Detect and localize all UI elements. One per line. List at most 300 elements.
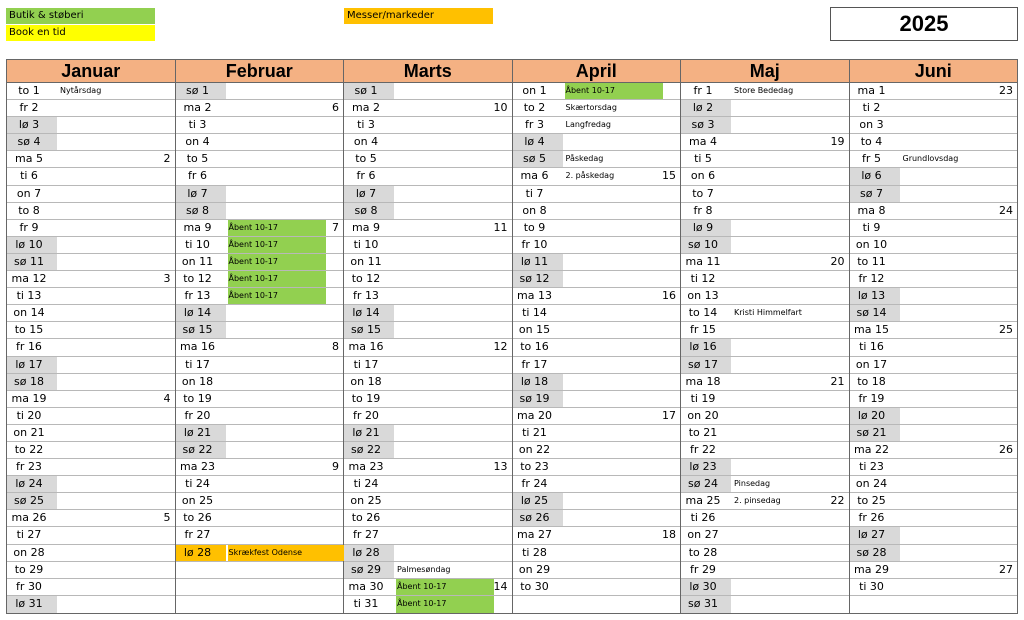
day-label: fr 24 <box>521 477 548 491</box>
week-number: 17 <box>662 408 676 422</box>
day-label: ma 30 <box>348 579 384 593</box>
month-header: Marts <box>344 60 512 83</box>
day-row <box>850 391 1018 408</box>
week-number: 10 <box>493 101 508 115</box>
day-label: sø 18 <box>14 374 44 388</box>
day-row <box>850 545 1018 562</box>
day-row <box>176 391 344 408</box>
day-row <box>513 134 681 151</box>
day-row <box>513 442 681 459</box>
day-label: on 11 <box>350 254 382 268</box>
week-number: 2 <box>163 152 171 166</box>
day-row <box>7 117 175 134</box>
month-header: Juni <box>850 60 1018 83</box>
day-label: ma 15 <box>854 323 889 337</box>
day-row <box>176 459 344 476</box>
day-row <box>513 527 681 544</box>
day-label: ti 10 <box>353 237 379 251</box>
day-label: lø 13 <box>857 289 886 303</box>
week-number: 3 <box>163 272 171 286</box>
day-label: to 22 <box>14 442 44 456</box>
day-event: Påskedag <box>565 154 604 164</box>
day-row <box>344 374 512 391</box>
day-row <box>513 459 681 476</box>
day-label: sø 5 <box>523 152 546 166</box>
day-event: Åbent 10-17 <box>565 83 663 99</box>
day-event: Skrækfest Odense <box>228 545 344 561</box>
day-label: on 24 <box>855 477 888 491</box>
day-label: ma 8 <box>857 203 886 217</box>
week-number: 18 <box>662 528 676 542</box>
day-row <box>176 168 344 185</box>
day-row <box>344 186 512 203</box>
day-label: sø 19 <box>519 391 550 405</box>
day-row <box>850 408 1018 425</box>
year-title: 2025 <box>830 7 1018 41</box>
day-label: sø 1 <box>354 84 378 97</box>
day-row <box>344 203 512 220</box>
day-row <box>850 527 1018 544</box>
day-row <box>681 305 849 322</box>
day-row <box>344 288 512 305</box>
day-row <box>7 391 175 408</box>
day-row <box>7 83 175 100</box>
day-label: ti 6 <box>20 169 38 183</box>
day-row <box>681 339 849 356</box>
day-label: ti 13 <box>16 289 42 303</box>
day-row <box>344 339 512 356</box>
day-label: ma 16 <box>348 340 384 354</box>
day-label: ti 2 <box>862 101 881 115</box>
day-row <box>850 134 1018 151</box>
day-label: on 4 <box>353 135 379 149</box>
day-label: ti 5 <box>694 152 712 166</box>
day-row <box>344 545 512 562</box>
week-number: 5 <box>163 511 171 525</box>
day-row <box>513 476 681 493</box>
day-event: Åbent 10-17 <box>228 254 326 270</box>
day-row <box>681 391 849 408</box>
day-label: lø 30 <box>689 579 717 593</box>
day-label: sø 7 <box>860 186 883 200</box>
day-row <box>344 271 512 288</box>
day-label: ma 20 <box>517 408 552 422</box>
day-row <box>681 425 849 442</box>
day-event: Åbent 10-17 <box>228 271 326 287</box>
day-row <box>344 100 512 117</box>
day-label: sø 3 <box>691 118 715 132</box>
week-number: 20 <box>830 254 845 268</box>
day-row <box>7 168 175 185</box>
week-number: 12 <box>493 340 508 354</box>
day-label: ma 11 <box>685 254 721 268</box>
day-row <box>176 288 344 305</box>
day-row <box>513 117 681 134</box>
day-label: on 17 <box>855 357 888 371</box>
day-row <box>513 237 681 254</box>
week-number: 25 <box>999 323 1013 337</box>
day-label: ma 16 <box>180 340 215 354</box>
day-label: sø 22 <box>351 442 381 456</box>
day-label: sø 11 <box>14 254 44 268</box>
day-label: ti 9 <box>862 220 881 234</box>
day-label: ti 3 <box>357 118 375 132</box>
month-column <box>512 60 681 613</box>
day-row <box>850 203 1018 220</box>
day-label: ma 26 <box>11 511 47 525</box>
day-row <box>513 203 681 220</box>
day-label: on 25 <box>181 494 214 508</box>
day-label: ti 24 <box>185 477 210 491</box>
day-label: ti 3 <box>188 118 207 132</box>
day-row <box>344 596 512 613</box>
day-label: on 11 <box>181 254 214 268</box>
day-label: ma 19 <box>11 391 47 405</box>
day-event: Pinsedag <box>734 479 771 489</box>
day-label: sø 22 <box>182 442 213 456</box>
day-row <box>344 527 512 544</box>
day-row <box>850 100 1018 117</box>
day-row <box>850 168 1018 185</box>
day-row <box>513 510 681 527</box>
day-row <box>344 322 512 339</box>
day-row <box>513 596 681 613</box>
day-row <box>681 493 849 510</box>
day-label: to 23 <box>520 460 549 474</box>
week-number: 21 <box>830 374 845 388</box>
day-label: to 18 <box>857 374 886 388</box>
day-label: lø 27 <box>857 528 886 542</box>
day-row <box>344 151 512 168</box>
day-row <box>850 476 1018 493</box>
day-row <box>176 545 344 562</box>
day-row <box>513 151 681 168</box>
day-row <box>681 476 849 493</box>
day-row <box>513 100 681 117</box>
day-label: on 27 <box>687 528 719 542</box>
day-label: ma 18 <box>685 374 721 388</box>
day-label: fr 23 <box>16 460 42 474</box>
day-label: ti 28 <box>522 545 547 559</box>
day-row <box>513 339 681 356</box>
day-label: ti 23 <box>859 460 884 474</box>
day-row <box>850 186 1018 203</box>
day-row <box>7 134 175 151</box>
day-row <box>513 357 681 374</box>
day-row <box>344 493 512 510</box>
day-label: ti 12 <box>690 272 716 286</box>
day-label: fr 8 <box>693 203 713 217</box>
day-label: sø 8 <box>186 203 209 217</box>
day-label: on 15 <box>518 323 551 337</box>
day-label: to 29 <box>14 562 44 576</box>
week-number: 14 <box>493 579 508 593</box>
week-number: 8 <box>332 340 339 354</box>
day-event: Åbent 10-17 <box>228 288 326 304</box>
week-number: 26 <box>999 442 1013 456</box>
day-row <box>344 510 512 527</box>
day-row <box>681 237 849 254</box>
day-label: on 20 <box>687 408 719 422</box>
day-label: fr 30 <box>16 579 42 593</box>
day-row <box>176 562 344 579</box>
day-label: ma 12 <box>11 272 47 286</box>
day-row <box>7 493 175 510</box>
day-label: on 25 <box>350 494 382 508</box>
day-label: sø 15 <box>351 323 381 337</box>
day-row <box>344 168 512 185</box>
month-column <box>7 60 175 613</box>
day-label: to 16 <box>520 340 549 354</box>
day-label: to 5 <box>186 152 209 166</box>
day-row <box>681 459 849 476</box>
day-label: ti 19 <box>690 391 716 405</box>
month-header: April <box>513 60 681 83</box>
day-row <box>850 357 1018 374</box>
day-label: fr 1 <box>693 84 713 97</box>
day-row <box>176 203 344 220</box>
day-label: lø 17 <box>15 357 43 371</box>
day-row <box>681 357 849 374</box>
day-label: sø 29 <box>351 562 381 576</box>
day-row <box>513 220 681 237</box>
day-label: on 18 <box>181 374 214 388</box>
day-row <box>176 596 344 613</box>
day-row <box>681 151 849 168</box>
day-row <box>513 271 681 288</box>
day-label: on 7 <box>16 186 42 200</box>
day-label: fr 20 <box>353 408 379 422</box>
day-label: ma 23 <box>348 460 384 474</box>
day-row <box>176 117 344 134</box>
day-row <box>850 493 1018 510</box>
day-row <box>344 442 512 459</box>
day-row <box>681 596 849 613</box>
day-row <box>681 374 849 391</box>
week-number: 27 <box>999 562 1013 576</box>
day-row <box>7 339 175 356</box>
day-label: on 10 <box>855 237 888 251</box>
day-label: lø 10 <box>15 237 43 251</box>
month-column <box>849 60 1018 613</box>
day-row <box>176 579 344 596</box>
day-row <box>513 168 681 185</box>
day-label: sø 8 <box>354 203 378 217</box>
day-event: Skærtorsdag <box>565 103 617 113</box>
day-label: lø 9 <box>692 220 714 234</box>
day-label: fr 5 <box>862 152 881 166</box>
day-label: ti 26 <box>690 511 716 525</box>
day-label: ti 21 <box>522 425 547 439</box>
day-event: Nytårsdag <box>60 86 102 95</box>
day-row <box>850 339 1018 356</box>
day-label: ma 22 <box>854 442 889 456</box>
day-row <box>681 254 849 271</box>
day-row <box>176 100 344 117</box>
day-row <box>344 220 512 237</box>
day-row <box>513 186 681 203</box>
day-row <box>176 425 344 442</box>
day-event: Store Bededag <box>734 86 794 95</box>
day-label: ma 9 <box>352 220 380 234</box>
day-row <box>681 322 849 339</box>
day-row <box>176 186 344 203</box>
day-label: lø 11 <box>520 254 549 268</box>
day-row <box>176 220 344 237</box>
day-label: to 7 <box>692 186 714 200</box>
day-row <box>7 510 175 527</box>
week-number: 22 <box>830 494 845 508</box>
month-column <box>175 60 344 613</box>
day-row <box>850 596 1018 613</box>
day-label: lø 2 <box>692 101 714 115</box>
day-label: to 28 <box>688 545 718 559</box>
day-row <box>7 254 175 271</box>
day-label: ti 17 <box>185 357 210 371</box>
day-row <box>7 237 175 254</box>
day-row <box>344 357 512 374</box>
day-label: lø 7 <box>187 186 208 200</box>
day-label: fr 9 <box>19 220 39 234</box>
day-row <box>176 322 344 339</box>
day-row <box>681 168 849 185</box>
day-label: to 2 <box>523 101 546 115</box>
day-row <box>176 305 344 322</box>
day-row <box>176 493 344 510</box>
day-row <box>7 442 175 459</box>
day-row <box>513 425 681 442</box>
day-label: lø 23 <box>689 460 717 474</box>
day-label: ma 9 <box>183 220 212 234</box>
week-number: 7 <box>332 220 339 234</box>
day-row <box>7 579 175 596</box>
day-row <box>344 134 512 151</box>
day-row <box>513 305 681 322</box>
day-row <box>513 545 681 562</box>
week-number: 19 <box>830 135 845 149</box>
day-label: fr 6 <box>188 169 207 183</box>
day-row <box>7 186 175 203</box>
day-label: ti 17 <box>353 357 379 371</box>
day-label: lø 3 <box>18 118 40 132</box>
day-row <box>344 408 512 425</box>
day-label: fr 27 <box>353 528 379 542</box>
day-row <box>513 288 681 305</box>
day-row <box>176 151 344 168</box>
day-label: fr 13 <box>184 289 211 303</box>
day-row <box>850 117 1018 134</box>
day-label: to 21 <box>688 425 718 439</box>
day-label: lø 16 <box>689 340 717 354</box>
week-number: 13 <box>493 460 508 474</box>
day-row <box>176 134 344 151</box>
day-label: lø 7 <box>355 186 377 200</box>
day-label: fr 15 <box>690 323 716 337</box>
week-number: 11 <box>493 220 508 234</box>
day-label: to 4 <box>860 135 883 149</box>
month-header: Maj <box>681 60 849 83</box>
day-event: 2. påskedag <box>565 171 615 181</box>
day-label: on 28 <box>13 545 45 559</box>
day-row <box>513 562 681 579</box>
day-event: Palmesøndag <box>397 564 451 574</box>
week-number: 15 <box>662 169 676 183</box>
week-number: 9 <box>332 460 339 474</box>
day-label: fr 6 <box>356 169 376 183</box>
day-row <box>344 476 512 493</box>
day-label: on 8 <box>522 203 547 217</box>
day-row <box>681 271 849 288</box>
day-label: on 18 <box>350 374 382 388</box>
day-label: on 21 <box>13 425 45 439</box>
day-row <box>681 579 849 596</box>
day-row <box>7 374 175 391</box>
day-row <box>7 425 175 442</box>
day-label: ti 14 <box>522 306 547 320</box>
day-label: to 5 <box>355 152 377 166</box>
day-label: fr 2 <box>19 101 39 115</box>
day-row <box>850 254 1018 271</box>
day-row <box>850 425 1018 442</box>
day-label: ma 23 <box>180 460 215 474</box>
day-label: on 1 <box>522 84 547 97</box>
day-label: ti 31 <box>353 596 379 610</box>
day-row <box>7 100 175 117</box>
day-row <box>176 357 344 374</box>
day-row <box>344 562 512 579</box>
day-label: sø 21 <box>856 425 887 439</box>
day-label: ti 24 <box>353 477 379 491</box>
day-label: ti 10 <box>185 237 210 251</box>
day-row <box>850 322 1018 339</box>
day-label: ti 20 <box>16 408 42 422</box>
day-label: lø 20 <box>857 408 886 422</box>
day-label: to 8 <box>18 203 40 217</box>
day-label: to 11 <box>857 254 886 268</box>
day-label: ma 2 <box>183 101 212 115</box>
day-row <box>7 288 175 305</box>
day-label: fr 26 <box>858 511 885 525</box>
week-number: 23 <box>999 84 1013 97</box>
day-row <box>850 271 1018 288</box>
day-label: on 29 <box>518 562 551 576</box>
day-label: lø 28 <box>183 545 212 559</box>
day-row <box>7 545 175 562</box>
day-row <box>7 151 175 168</box>
day-row <box>513 374 681 391</box>
day-row <box>7 220 175 237</box>
day-label: ma 29 <box>854 562 889 576</box>
day-event: Åbent 10-17 <box>396 579 494 595</box>
day-event: Åbent 10-17 <box>228 220 326 236</box>
day-row <box>176 476 344 493</box>
day-row <box>850 220 1018 237</box>
day-label: to 1 <box>18 84 40 97</box>
day-label: lø 18 <box>520 374 549 388</box>
day-label: lø 28 <box>352 545 380 559</box>
day-row <box>176 442 344 459</box>
day-label: to 26 <box>351 511 381 525</box>
day-row <box>850 237 1018 254</box>
day-row <box>344 391 512 408</box>
day-label: sø 17 <box>688 357 718 371</box>
day-row <box>513 408 681 425</box>
day-label: to 25 <box>857 494 886 508</box>
day-label: to 19 <box>183 391 212 405</box>
calendar-grid <box>6 59 1018 614</box>
day-label: lø 25 <box>520 494 549 508</box>
day-row <box>7 527 175 544</box>
